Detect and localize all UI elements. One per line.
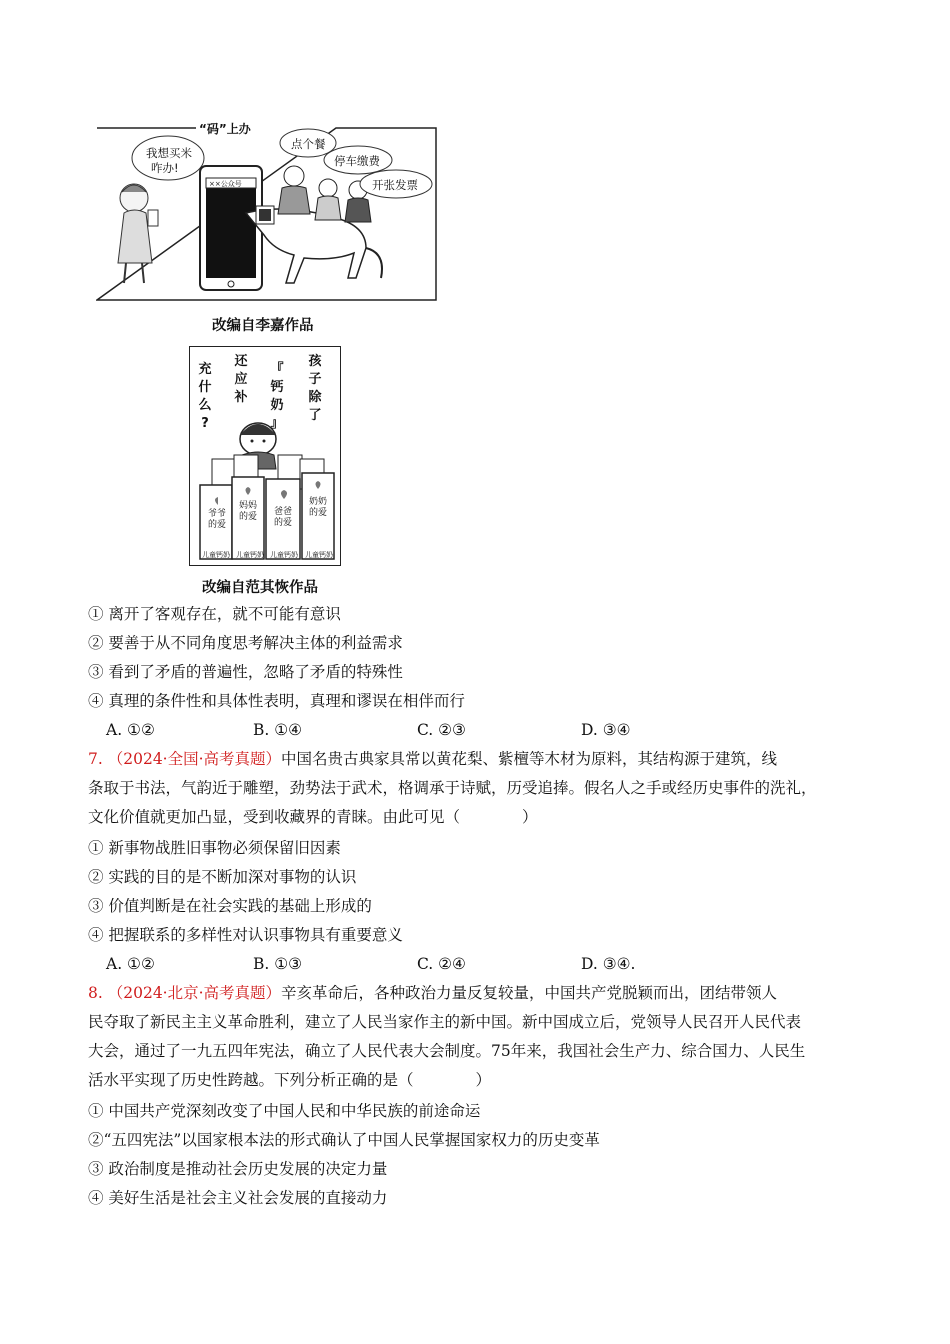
col2-char: 补 <box>234 390 248 405</box>
cartoon1-title: “码”上办 <box>199 122 251 136</box>
can-label: 儿童钙奶 <box>236 551 264 559</box>
q8-item-2: ②“五四宪法”以国家根本法的形式确认了中国人民掌握国家权力的历史变革 <box>88 1131 600 1149</box>
can-dad: 爸爸的爱 <box>273 507 292 528</box>
q7-item-2: ② 实践的目的是不断加深对事物的认识 <box>88 868 357 886</box>
q6-item-2: ② 要善于从不同角度思考解决主体的利益需求 <box>88 634 403 652</box>
cartoon2-col1 <box>198 361 212 433</box>
q6-option-b[interactable]: B. ①④ <box>253 721 303 739</box>
q7-stem-line-3: 文化价值就更加凸显，受到收藏界的青睐。由此可见（ ） <box>88 808 538 826</box>
col4-char: 了 <box>308 408 322 423</box>
cartoon2-col4 <box>308 353 322 425</box>
can-label: 儿童钙奶 <box>202 551 230 559</box>
col1-char: 么 <box>198 398 212 413</box>
q8-item-1: ① 中国共产党深刻改变了中国人民和中华民族的前途命运 <box>88 1102 481 1120</box>
q7-option-b[interactable]: B. ①③ <box>253 955 303 973</box>
col1-char: 充 <box>198 362 212 377</box>
col3-char: 』 <box>270 416 284 431</box>
cartoon2-caption: 改编自范其恢作品 <box>202 580 318 596</box>
q7-option-a[interactable]: A. ①② <box>106 955 155 973</box>
bubble-order-meal: 点个餐 <box>291 137 326 151</box>
can-label: 儿童钙奶 <box>270 551 298 559</box>
q7-option-c[interactable]: C. ②④ <box>417 955 466 973</box>
bubble-buy-rice: 我想买米 <box>146 146 192 160</box>
can-grandma: 奶奶的爱 <box>308 497 327 518</box>
q8-item-4: ④ 美好生活是社会主义社会发展的直接动力 <box>88 1189 388 1207</box>
col2-char: 应 <box>234 372 248 387</box>
q7-stem-text: 中国名贵古典家具常以黄花梨、紫檀等木材为原料，其结构源于建筑，线 <box>281 750 778 768</box>
col1-char: 什 <box>198 380 212 395</box>
q8-number: 8. <box>88 984 103 1002</box>
bubble-parking-fee: 停车缴费 <box>334 154 380 168</box>
cartoon-qr-code <box>96 118 437 301</box>
q6-option-a[interactable]: A. ①② <box>106 721 155 739</box>
q8-stem-line-4: 活水平实现了历史性跨越。下列分析正确的是（ ） <box>88 1071 492 1089</box>
q7-stem-line-1 <box>88 749 777 769</box>
q7-option-d[interactable]: D. ③④. <box>581 955 636 973</box>
phone-account-label: ××公众号 <box>209 180 242 188</box>
col4-char: 子 <box>308 372 322 387</box>
q8-item-3: ③ 政治制度是推动社会历史发展的决定力量 <box>88 1160 388 1178</box>
cartoon1-caption: 改编自李嘉作品 <box>212 318 314 334</box>
col2-char: 还 <box>234 354 248 369</box>
q7-item-4: ④ 把握联系的多样性对认识事物具有重要意义 <box>88 926 403 944</box>
q6-item-4: ④ 真理的条件性和具体性表明，真理和谬误在相伴而行 <box>88 692 465 710</box>
q7-stem-line-2: 条取于书法，气韵近于雕塑，劲势法于武术，格调承于诗赋，历受追捧。假名人之手或经历史事件的洗礼， <box>88 779 817 797</box>
q7-item-1: ① 新事物战胜旧事物必须保留旧因素 <box>88 839 341 857</box>
q8-stem-text: 辛亥革命后，各种政治力量反复较量，中国共产党脱颖而出，团结带领人 <box>281 984 778 1002</box>
can-grandpa: 爷爷的爱 <box>207 509 226 530</box>
col3-char: 『 <box>270 362 284 377</box>
can-mom: 妈妈的爱 <box>238 501 257 522</box>
q7-number: 7. <box>88 750 103 768</box>
can-label: 儿童钙奶 <box>305 551 333 559</box>
q6-option-d[interactable]: D. ③④ <box>581 721 631 739</box>
q6-option-c[interactable]: C. ②③ <box>417 721 466 739</box>
cartoon-calcium-milk <box>189 346 341 566</box>
bubble-invoice: 开张发票 <box>372 178 418 192</box>
cartoon2-col3 <box>270 361 284 433</box>
col3-char: 钙 <box>270 380 284 395</box>
col1-char: ? <box>201 416 209 431</box>
col4-char: 孩 <box>308 354 322 369</box>
q8-stem-line-1 <box>88 983 777 1003</box>
q6-item-3: ③ 看到了矛盾的普遍性，忽略了矛盾的特殊性 <box>88 663 403 681</box>
bubble-what-to-do: 咋办! <box>151 161 179 175</box>
col4-char: 除 <box>308 390 322 405</box>
q7-item-3: ③ 价值判断是在社会实践的基础上形成的 <box>88 897 372 915</box>
q8-stem-line-3: 大会，通过了一九五四年宪法，确立了人民代表大会制度。75年来，我国社会生产力、综合国力、人民生 <box>88 1042 806 1060</box>
q8-stem-line-2: 民夺取了新民主主义革命胜利，建立了人民当家作主的新中国。新中国成立后，党领导人民召开人民代表 <box>88 1013 802 1031</box>
q7-source: （2024·全国·高考真题） <box>107 750 282 768</box>
q6-item-1: ① 离开了客观存在，就不可能有意识 <box>88 605 341 623</box>
q8-source: （2024·北京·高考真题） <box>107 984 282 1002</box>
col3-char: 奶 <box>270 398 284 413</box>
cartoon2-col2 <box>234 353 248 407</box>
